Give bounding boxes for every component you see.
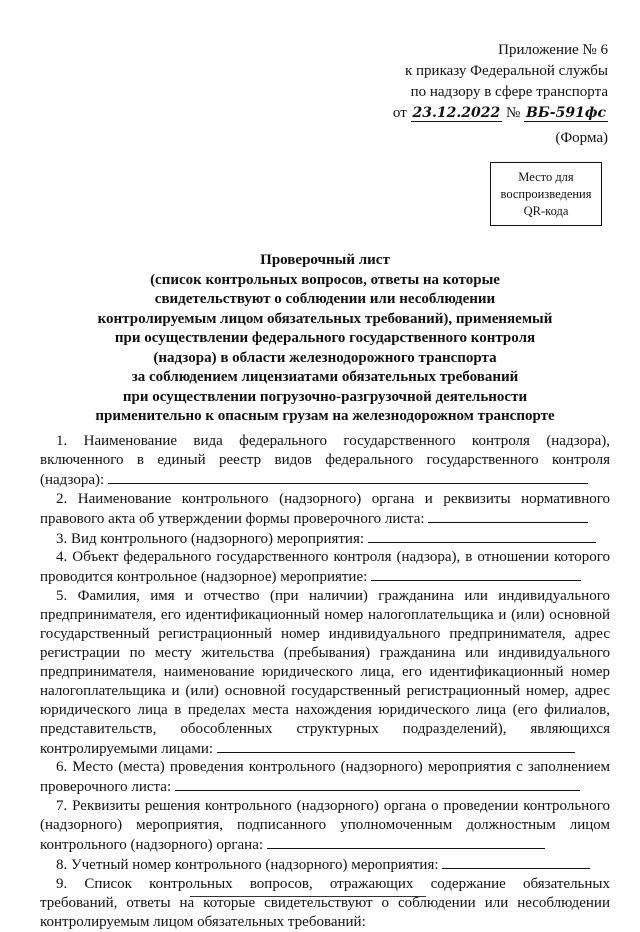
item-2-field [40, 509, 610, 529]
item-8-blank[interactable] [442, 855, 590, 869]
item-5-text: регистрации по месту жительства (пребывания) гражданина или индивидуального [40, 644, 610, 661]
item-6-field [40, 777, 610, 797]
appendix-number: Приложение № 6 [498, 42, 608, 58]
item-1-field [40, 470, 610, 490]
item-7-field [40, 835, 610, 855]
appendix-order-details [393, 103, 608, 124]
item-5-text: предпринимателя, наименование юридического лица, его идентификационный номер [40, 663, 610, 680]
item-8-field [40, 855, 610, 875]
qr-box-line: воспроизведения [500, 187, 592, 201]
item-5-text: представительств, обособленных структурных подразделений), являющихся [40, 720, 610, 737]
appendix-authority-line: по надзору в сфере транспорта [410, 84, 608, 100]
title-line: (список контрольных вопросов, ответы на которые [150, 271, 500, 288]
item-4-text: 4. Объект федерального государственного контроля (надзора), в отношении которого [56, 549, 610, 566]
item-5-field [40, 739, 610, 759]
qr-box-line: QR-кода [523, 204, 569, 218]
item-1-blank[interactable] [108, 470, 588, 484]
page-bottom-rule [190, 896, 426, 897]
order-prefix: от [392, 105, 407, 121]
item-4-blank[interactable] [371, 567, 581, 581]
appendix-header [393, 40, 608, 124]
item-6-blank[interactable] [175, 777, 580, 791]
title-line: за соблюдением лицензиатами обязательных требований [131, 369, 519, 385]
appendix-order-line: к приказу Федеральной службы [404, 63, 608, 79]
order-number: ВБ-591фс [526, 105, 606, 121]
item-2-text: 2. Наименование контрольного (надзорного) органа и реквизиты нормативного [56, 490, 610, 507]
item-5-text: государственный регистрационный номер индивидуального предпринимателя, адрес [40, 626, 610, 643]
item-8-label: 8. Учетный номер контрольного (надзорного) мероприятия: [56, 856, 439, 873]
item-5-text: предпринимателя, его идентификационный номер налогоплательщика и (или) основной [40, 607, 610, 624]
item-3-field [40, 529, 610, 549]
qr-code-placeholder [490, 162, 602, 226]
item-5-text: налогоплательщика и (или) основной государственный регистрационный номер, адрес [40, 682, 610, 699]
title-line: при осуществлении федерального государственного контроля [114, 330, 536, 346]
order-number-label: № [505, 105, 521, 121]
item-9-text: требований, ответы на которые свидетельствуют о соблюдении или несоблюдении [40, 894, 610, 911]
item-1-text: включенного в единый реестр видов федерального государственного контроля [40, 451, 610, 468]
item-2-blank[interactable] [428, 509, 588, 523]
item-9-text: 9. Список контрольных вопросов, отражающих содержание обязательных [56, 875, 610, 892]
form-label: (Форма) [555, 130, 608, 146]
title-line: контролируемым лицом обязательных требований), применяемый [97, 310, 553, 327]
title-line: применительно к опасным грузам на железнодорожном транспорте [95, 408, 555, 424]
item-4-field [40, 567, 610, 587]
item-5-text: юридического лица в пределах места нахождения юридического лица (его филиалов, [40, 701, 610, 718]
item-4-label: проводится контрольное (надзорное) мероприятие: [40, 569, 368, 586]
item-6-label: проверочного листа: [40, 779, 172, 796]
title-line: при осуществлении погрузочно-разгрузочной деятельности [122, 388, 528, 405]
item-5-blank[interactable] [217, 739, 575, 753]
title-line: свидетельствуют о соблюдении или несоблюдении [154, 291, 496, 307]
order-date: 23.12.2022 [412, 105, 501, 121]
item-7-text: (надзорного) мероприятия, подписанного уполномоченным должностным лицом [40, 817, 610, 834]
item-5-text: 5. Фамилия, имя и отчество (при наличии) гражданина или индивидуального [56, 588, 610, 605]
title-line: Проверочный лист [260, 252, 390, 268]
item-6-text: 6. Место (места) проведения контрольного (надзорного) мероприятия с заполнением [56, 759, 610, 776]
item-7-text: 7. Реквизиты решения контрольного (надзорного) органа о проведении контрольного [56, 798, 610, 815]
item-3-blank[interactable] [368, 529, 596, 543]
item-1-text: 1. Наименование вида федерального государственного контроля (надзора), [56, 433, 610, 449]
item-5-label: контролируемыми лицами: [40, 740, 214, 757]
document-title [40, 251, 610, 427]
item-7-label: контрольного (надзорного) органа: [40, 837, 264, 854]
item-9-text: контролируемым лицом обязательных требований: [40, 913, 366, 930]
item-2-label: правового акта об утверждении формы проверочного листа: [40, 510, 425, 527]
title-line: (надзора) в области железнодорожного транспорта [153, 349, 497, 366]
item-3-label: 3. Вид контрольного (надзорного) мероприятия: [56, 530, 365, 547]
qr-box-line: Место для [518, 170, 574, 184]
item-7-blank[interactable] [267, 835, 545, 849]
checklist-body [40, 432, 610, 932]
item-1-label: (надзора): [40, 471, 105, 488]
